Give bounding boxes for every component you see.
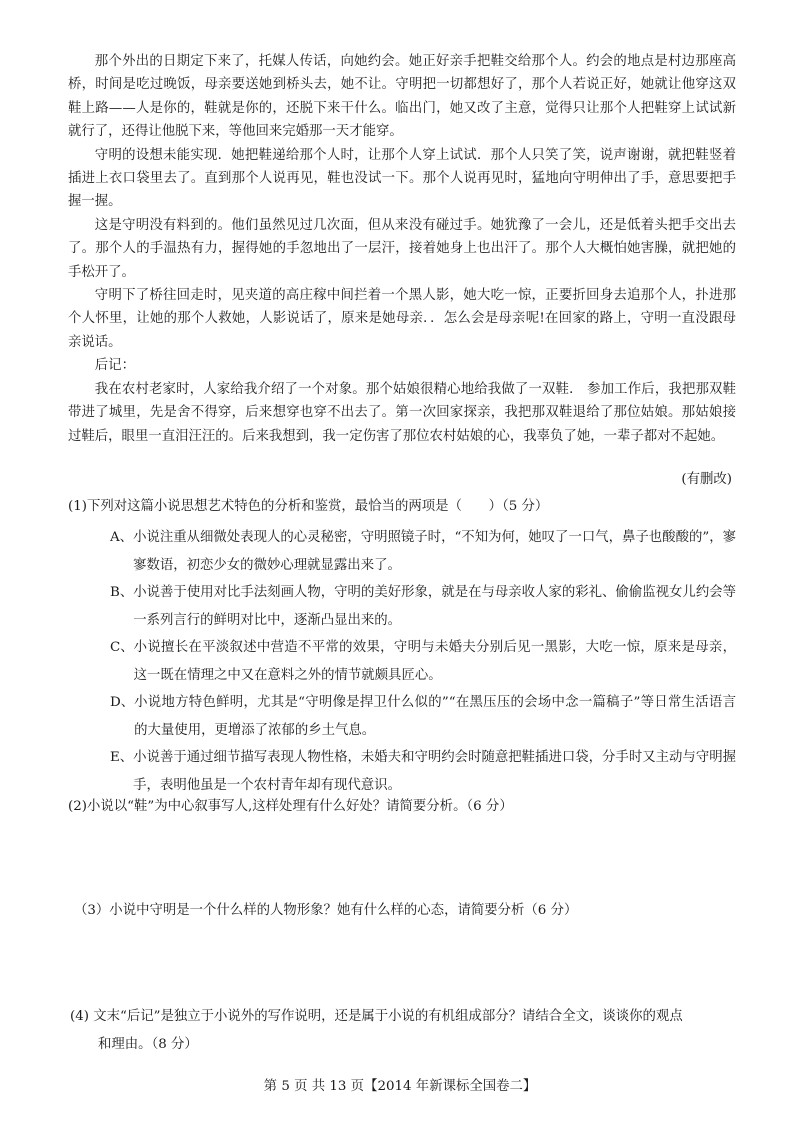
option-b — [110, 579, 736, 634]
option-letter: A、 — [110, 530, 134, 545]
option-text: 小说注重从细微处表现人的心灵秘密，守明照镜子时，“不知为何，她叹了一口气，鼻子也酸酸的”，寥寥数语，初恋少女的微妙心理就显露出来了。 — [133, 530, 736, 573]
option-c — [110, 634, 736, 689]
page-footer: 第 5 页 共 13 页【2014 年新课标全国卷二】 — [263, 1079, 537, 1094]
question-3: （3）小说中守明是一个什么样的人物形象？她有什么样的心态，请简要分析（6 分） — [74, 903, 578, 918]
question-2: (2)小说以“鞋”为中心叙事写人,这样处理有什么好处？请简要分析。（6 分） — [68, 799, 513, 814]
question-4-line-2: 和理由。（8 分） — [98, 1037, 198, 1052]
option-letter: D、 — [110, 695, 135, 710]
option-text: 小说善于使用对比手法刻画人物，守明的美好形象，就是在与母亲收人家的彩礼、偷偷监视女儿约会等一系列言行的鲜明对比中，逐渐凸显出来的。 — [133, 585, 736, 628]
story-paragraph-3: 这是守明没有料到的。他们虽然见过几次面，但从来没有碰过手。她犹豫了一会儿，还是低着头把手交出去了。那个人的手温热有力，握得她的手忽地出了一层汗，接着她身上也出汗了。那个人大概怕她害臊，就把她的手松开了。 — [68, 217, 736, 280]
option-a — [110, 524, 736, 579]
question-1-options — [110, 524, 736, 799]
option-text: 小说擅长在平淡叙述中营造不平常的效果，守明与未婚夫分别后见一黑影，大吃一惊，原来是母亲，这一既在情理之中又在意料之外的情节就颇具匠心。 — [133, 640, 736, 683]
option-e — [110, 744, 736, 799]
option-text: 小说地方特色鲜明，尤其是“守明像是捍卫什么似的”“在黑压压的会场中念一篇稿子”等日常生活语言的大量使用，更增添了浓郁的乡土气息。 — [134, 695, 736, 738]
option-text: 小说善于通过细节描写表现人物性格，未婚夫和守明约会时随意把鞋插进口袋，分手时又主动与守明握手，表明他虽是一个农村青年却有现代意识。 — [133, 750, 736, 793]
question-4-line-1: (4) 文末“后记”是独立于小说外的写作说明，还是属于小说的有机组成部分？请结合全文，谈谈你的观点 — [70, 1009, 683, 1024]
option-letter: E、 — [110, 750, 134, 765]
option-letter: B、 — [110, 585, 134, 600]
question-4 — [70, 1003, 738, 1059]
option-letter: C、 — [110, 640, 134, 655]
afterword-heading: 后记： — [94, 358, 135, 374]
question-1-stem: (1)下列对这篇小说思想艺术特色的分析和鉴赏，最恰当的两项是（ ）（5 分） — [68, 499, 549, 514]
story-text — [68, 50, 736, 448]
story-paragraph-1: 那个外出的日期定下来了，托媒人传话，向她约会。她正好亲手把鞋交给那个人。约会的地点是村边那座高桥，时间是吃过晚饭，母亲要送她到桥头去，她不让。守明把一切都想好了，那个人若说正好，她就让他穿这双鞋上路——人是你的，鞋就是你的，还脱下来干什么。临出门，她又改了主意，觉得只让那个人把鞋穿上试试新就行了，还得让他脱下来，等他回来完婚那一天才能穿。 — [68, 54, 736, 140]
option-d — [110, 689, 736, 744]
story-paragraph-4: 守明下了桥往回走时，见夹道的高庄稼中间拦着一个黑人影，她大吃一惊，正要折回身去追那个人，扑进那个人怀里，让她的那个人救她，人影说话了，原来是她母亲．．怎么会是母亲呢!在回家的路上，守明一直没跟母亲说话。 — [68, 288, 736, 350]
source-note: (有删改) — [681, 472, 732, 487]
story-paragraph-2: 守明的设想未能实现．她把鞋递给那个人时，让那个人穿上试试．那个人只笑了笑，说声谢谢，就把鞋竖着插进上衣口袋里去了。直到那个人说再见，鞋也没试一下。那个人说再见时，猛地向守明伸出了手，意思要把手握一握。 — [68, 147, 736, 210]
afterword-paragraph: 我在农村老家时，人家给我介绍了一个对象。那个姑娘很精心地给我做了一双鞋． 参加工作后，我把那双鞋带进了城里，先是舍不得穿，后来想穿也穿不出去了。第一次回家探亲，我把那双鞋退给了那位姑娘。那姑娘接过鞋后，眼里一直泪汪汪的。后来我想到，我一定伤害了那位农村姑娘的心，我辜负了她，一辈子都对不起她。 — [68, 381, 736, 444]
